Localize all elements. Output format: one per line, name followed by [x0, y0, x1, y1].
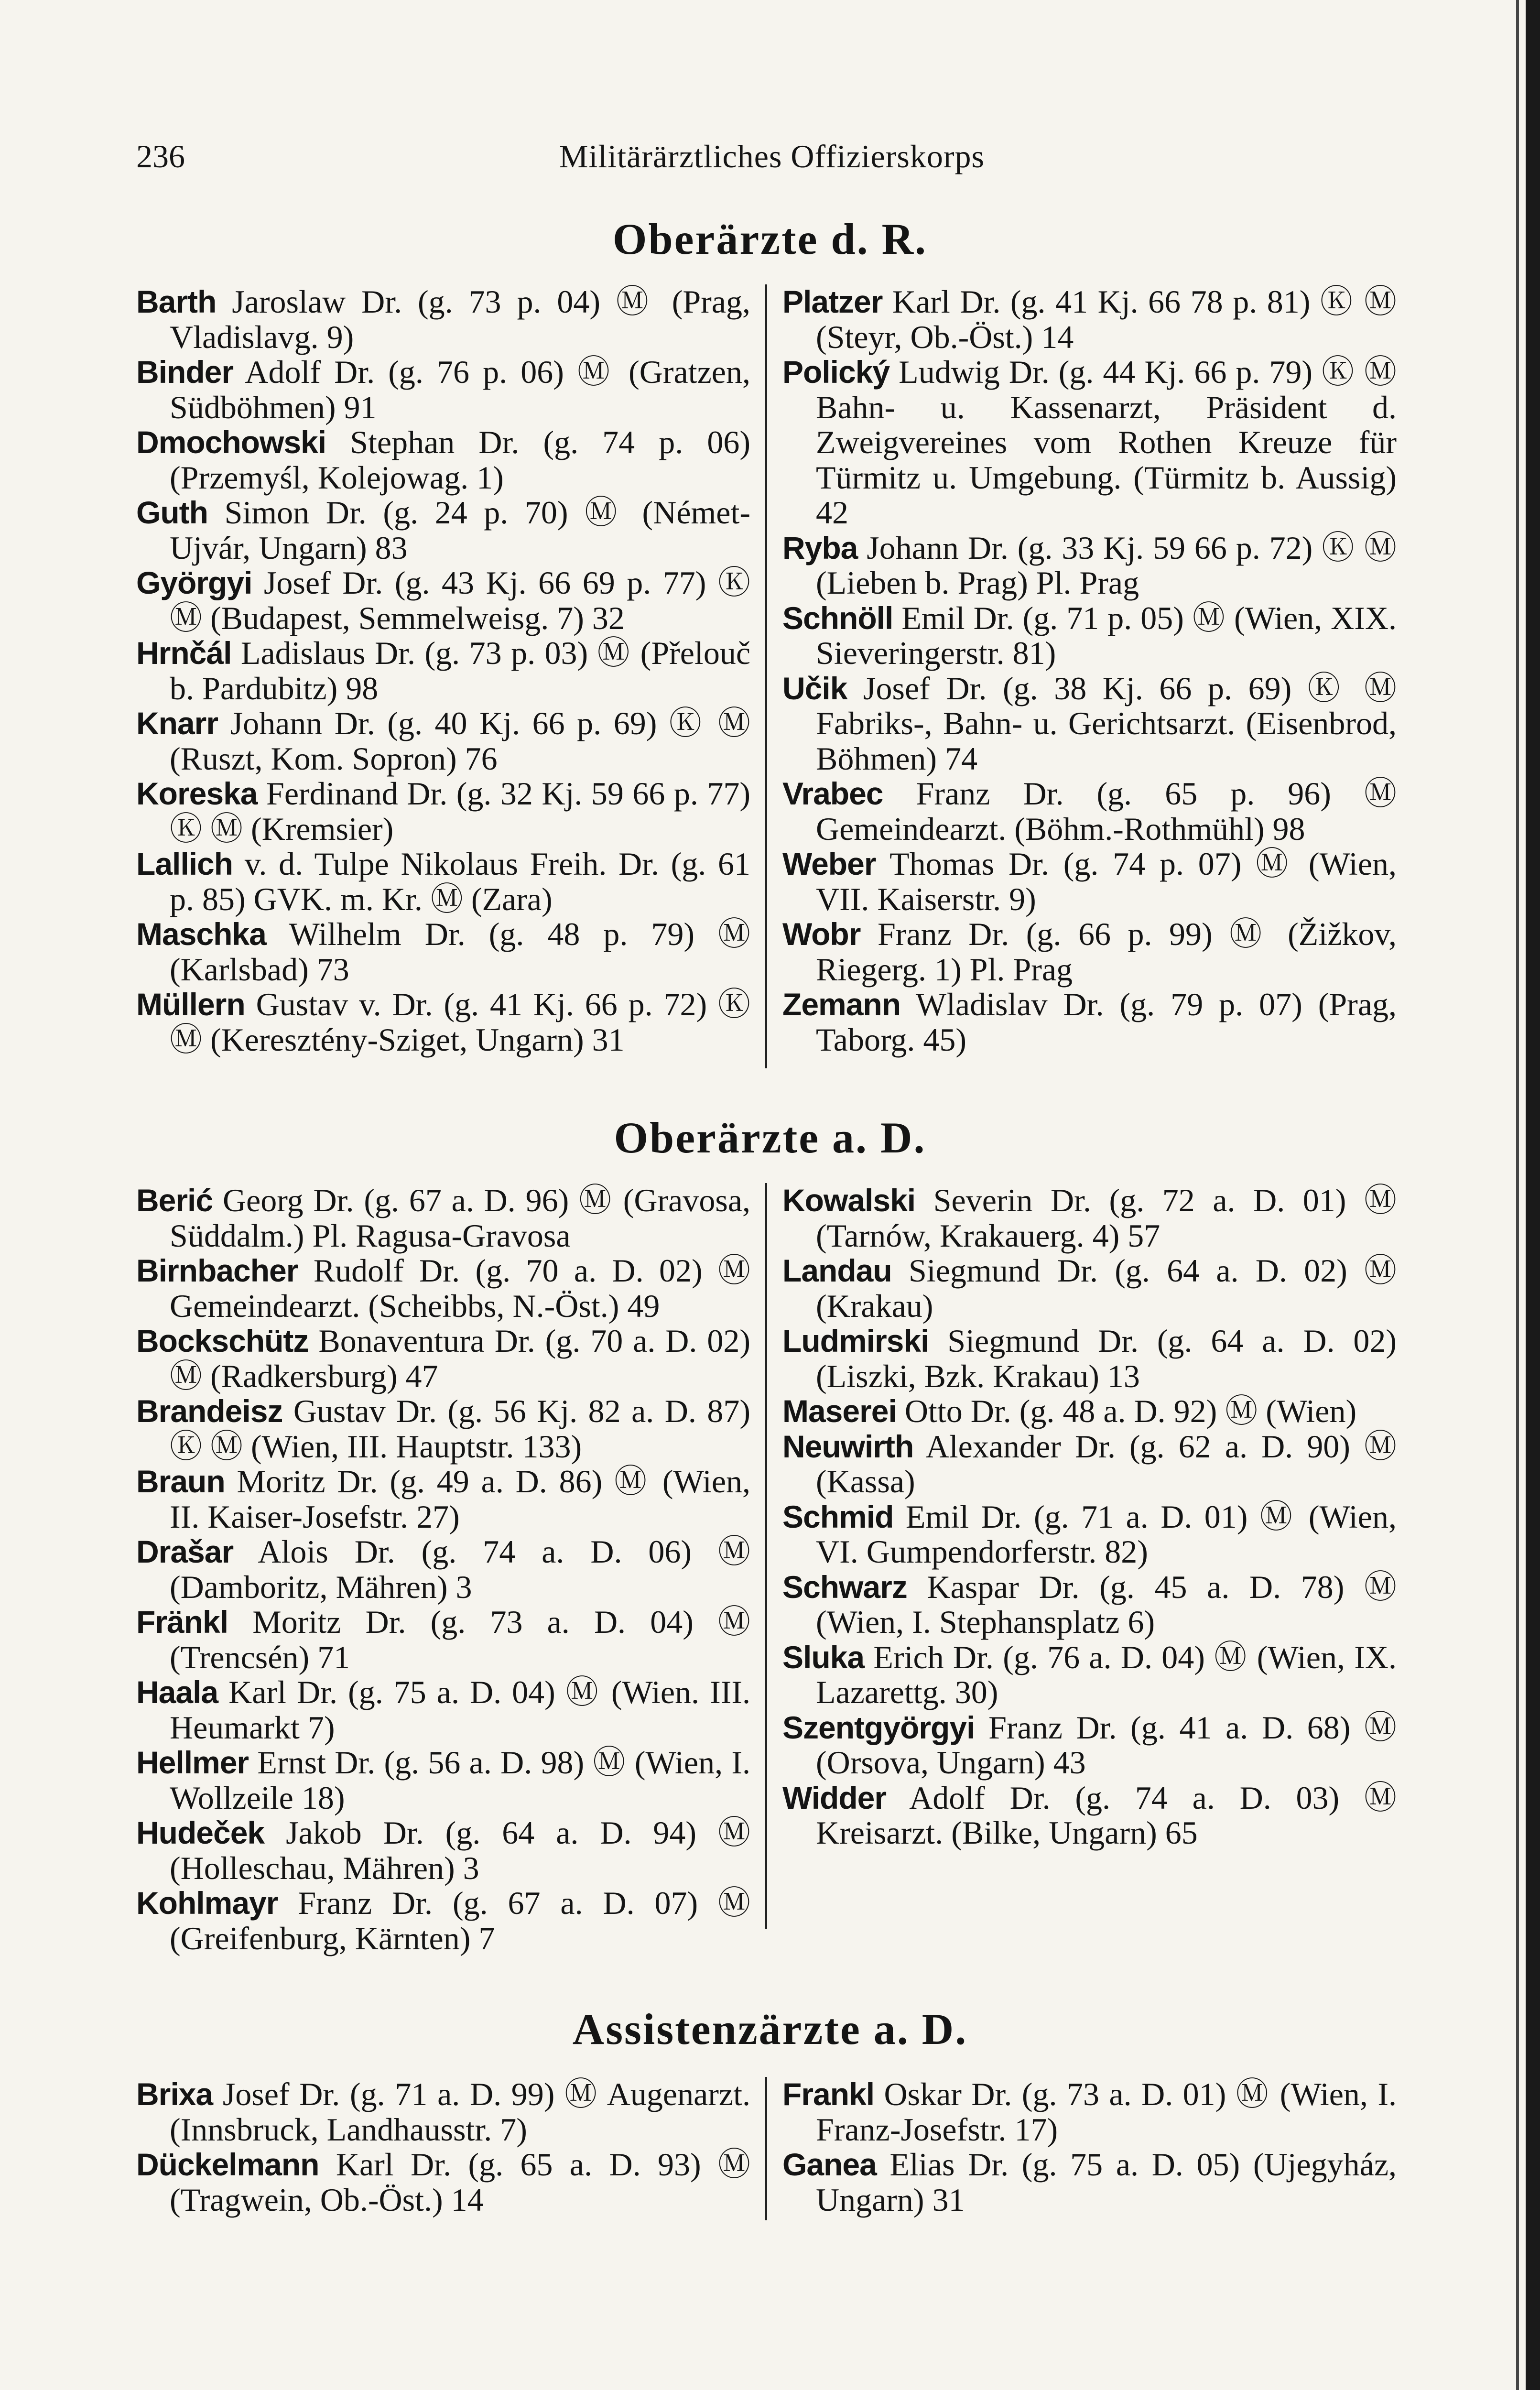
section-heading: Oberärzte a. D. [614, 1113, 926, 1162]
entry-surname: Hudeček [136, 1815, 265, 1850]
roster-entry [136, 917, 750, 987]
left-column [136, 284, 750, 1057]
left-column [136, 1183, 750, 1956]
entry-details: Jakob Dr. (g. 64 a. D. 94) Ⓜ (Holleschau, Mähren) 3 [170, 1814, 751, 1886]
entry-details: Kaspar Dr. (g. 45 a. D. 78) Ⓜ (Wien, I. Stephansplatz 6) [816, 1568, 1397, 1640]
entry-details: Severin Dr. (g. 72 a. D. 01) Ⓜ (Tarnów, Krakauerg. 4) 57 [816, 1182, 1397, 1254]
roster-entry [782, 917, 1397, 987]
entry-surname: Berić [136, 1183, 213, 1218]
entry-surname: Brixa [136, 2076, 213, 2112]
entry-surname: Haala [136, 1674, 218, 1710]
entry-surname: Brandeisz [136, 1393, 283, 1429]
roster-entry [782, 1429, 1397, 1499]
running-title: Militärärztliches Offizierskorps [559, 138, 985, 174]
entry-surname: Frankl [782, 2076, 875, 2112]
entry-surname: Ludmirski [782, 1323, 929, 1358]
entry-details: Bonaventura Dr. (g. 70 a. D. 02) Ⓜ (Radkersburg) 47 [170, 1323, 750, 1394]
entry-surname: Schwarz [782, 1569, 907, 1605]
entry-details: Moritz Dr. (g. 49 a. D. 86) Ⓜ (Wien, II. Kaiser-Josefstr. 27) [170, 1463, 750, 1535]
roster-entry [136, 987, 750, 1057]
entry-details: Emil Dr. (g. 71 a. D. 01) Ⓜ (Wien, VI. Gumpendorferstr. 82) [816, 1498, 1397, 1570]
entry-details: Karl Dr. (g. 65 a. D. 93) Ⓜ (Tragwein, Ob.-Öst.) 14 [170, 2146, 750, 2218]
roster-entry [136, 495, 750, 565]
right-column [782, 2077, 1397, 2217]
roster-entry [782, 2077, 1397, 2147]
entry-details: v. d. Tulpe Nikolaus Freih. Dr. (g. 61 p. 85) GVK. m. Kr. Ⓜ (Zara) [170, 846, 751, 917]
entry-details: Franz Dr. (g. 67 a. D. 07) Ⓜ (Greifenburg, Kärnten) 7 [170, 1885, 751, 1956]
entry-details: Franz Dr. (g. 65 p. 96) Ⓜ Gemeindearzt. (Böhm.-Rothmühl) 98 [816, 775, 1397, 847]
entry-details: Simon Dr. (g. 24 p. 70) Ⓜ (Német-Ujvár, Ungarn) 83 [170, 494, 750, 566]
section-heading: Assistenzärzte a. D. [572, 2005, 968, 2053]
entry-surname: Dmochowski [136, 424, 326, 460]
entry-details: Josef Dr. (g. 43 Kj. 66 69 p. 77) Ⓚ Ⓜ (Budapest, Semmelweisg. 7) 32 [170, 565, 751, 636]
entry-details: Elias Dr. (g. 75 a. D. 05) (Ujegyház, Ungarn) 31 [816, 2146, 1397, 2218]
entry-details: Erich Dr. (g. 76 a. D. 04) Ⓜ (Wien, IX. Lazarettg. 30) [816, 1639, 1397, 1710]
roster-entry [136, 284, 750, 355]
entry-surname: Kohlmayr [136, 1885, 278, 1921]
roster-entry [136, 1534, 750, 1605]
roster-entry [782, 601, 1397, 671]
entry-surname: Wobr [782, 916, 861, 952]
entry-surname: Fränkl [136, 1604, 228, 1640]
roster-entry [782, 671, 1397, 777]
entry-surname: Dückelmann [136, 2147, 319, 2182]
entry-surname: Lallich [136, 846, 233, 881]
roster-entry [782, 1499, 1397, 1570]
entry-details: Otto Dr. (g. 48 a. D. 92) Ⓜ (Wien) [904, 1393, 1357, 1429]
entry-details: Ladislaus Dr. (g. 73 p. 03) Ⓜ (Přelouč b. Pardubitz) 98 [170, 635, 751, 706]
entry-surname: Maserei [782, 1393, 897, 1429]
column-divider [765, 2077, 767, 2220]
roster-entry [136, 706, 750, 776]
roster-entry [782, 1640, 1397, 1710]
entry-surname: Kowalski [782, 1183, 916, 1218]
entry-details: Siegmund Dr. (g. 64 a. D. 02) (Liszki, Bzk. Krakau) 13 [816, 1323, 1397, 1394]
entry-surname: Szentgyörgyi [782, 1709, 975, 1745]
section-assistenzaerzte-a-d [0, 2000, 1540, 2058]
entry-surname: Polický [782, 354, 890, 390]
section-heading: Oberärzte d. R. [612, 215, 928, 263]
roster-entry [782, 1324, 1397, 1394]
roster-entry [136, 1394, 750, 1464]
roster-entry [782, 1570, 1397, 1640]
right-column [782, 284, 1397, 1057]
entry-details: Gustav v. Dr. (g. 41 Kj. 66 p. 72) Ⓚ Ⓜ (Keresztény-Sziget, Ungarn) 31 [170, 986, 750, 1058]
entry-surname: Schnöll [782, 600, 893, 636]
roster-entry [782, 2147, 1397, 2217]
entry-details: Wladislav Dr. (g. 79 p. 07) (Prag, Taborg. 45) [816, 986, 1397, 1058]
section-1-columns [136, 284, 1408, 1068]
entry-details: Adolf Dr. (g. 74 a. D. 03) Ⓜ Kreisarzt. (Bilke, Ungarn) 65 [816, 1779, 1397, 1851]
left-column [136, 2077, 750, 2217]
entry-details: Rudolf Dr. (g. 70 a. D. 02) Ⓜ Gemeindearzt. (Scheibbs, N.-Öst.) 49 [170, 1252, 750, 1324]
roster-entry [136, 1675, 750, 1745]
entry-details: Johann Dr. (g. 40 Kj. 66 p. 69) Ⓚ Ⓜ (Ruszt, Kom. Sopron) 76 [170, 705, 750, 777]
entry-surname: Učik [782, 670, 847, 706]
entry-surname: Sluka [782, 1639, 865, 1675]
roster-entry [136, 1253, 750, 1324]
entry-details: Jaroslaw Dr. (g. 73 p. 04) Ⓜ (Prag, Vladislavg. 9) [170, 283, 750, 355]
entry-details: Adolf Dr. (g. 76 p. 06) Ⓜ (Gratzen, Südböhmen) 91 [170, 354, 750, 425]
roster-entry [136, 1815, 750, 1886]
entry-surname: Koreska [136, 776, 258, 811]
roster-entry [136, 1183, 750, 1253]
entry-surname: Landau [782, 1253, 892, 1288]
entry-surname: Györgyi [136, 565, 252, 600]
entry-details: Karl Dr. (g. 75 a. D. 04) Ⓜ (Wien. III. Heumarkt 7) [170, 1674, 751, 1746]
entry-details: Josef Dr. (g. 38 Kj. 66 p. 69) Ⓚ Ⓜ Fabriks-, Bahn- u. Gerichtsarzt. (Eisenbrod, Böhmen) 74 [816, 670, 1397, 777]
entry-details: Josef Dr. (g. 71 a. D. 99) Ⓜ Augenarzt. (Innsbruck, Landhausstr. 7) [170, 2076, 750, 2148]
running-header [136, 135, 1408, 178]
entry-surname: Vrabec [782, 776, 883, 811]
section-2-columns [136, 1182, 1408, 1956]
entry-surname: Hrnčál [136, 635, 232, 671]
roster-entry [782, 1183, 1397, 1253]
roster-entry [782, 355, 1397, 531]
entry-details: Thomas Dr. (g. 74 p. 07) Ⓜ (Wien, VII. Kaiserstr. 9) [816, 846, 1397, 917]
entry-surname: Schmid [782, 1499, 894, 1534]
entry-details: Oskar Dr. (g. 73 a. D. 01) Ⓜ (Wien, I. Franz-Josefstr. 17) [816, 2076, 1397, 2148]
entry-details: Franz Dr. (g. 66 p. 99) Ⓜ (Žižkov, Riegerg. 1) Pl. Prag [816, 916, 1397, 988]
roster-entry [136, 1605, 750, 1675]
entry-details: Siegmund Dr. (g. 64 a. D. 02) Ⓜ (Krakau) [816, 1252, 1397, 1324]
roster-entry [136, 355, 750, 425]
entry-details: Franz Dr. (g. 41 a. D. 68) Ⓜ (Orsova, Ungarn) 43 [816, 1709, 1397, 1781]
entry-surname: Bockschütz [136, 1323, 309, 1358]
roster-entry [136, 2147, 750, 2217]
roster-entry [782, 1781, 1397, 1851]
entry-details: Emil Dr. (g. 71 p. 05) Ⓜ (Wien, XIX. Sieveringerstr. 81) [816, 599, 1397, 671]
roster-entry [136, 425, 750, 495]
section-oberaerzte-a-d [0, 1109, 1540, 1166]
entry-surname: Birnbacher [136, 1253, 298, 1288]
roster-entry [136, 1745, 750, 1815]
entry-details: Moritz Dr. (g. 73 a. D. 04) Ⓜ (Trencsén) 71 [170, 1604, 751, 1675]
entry-details: Stephan Dr. (g. 74 p. 06) (Przemyśl, Kolejowag. 1) [170, 424, 750, 496]
entry-details: Johann Dr. (g. 33 Kj. 59 66 p. 72) Ⓚ Ⓜ (Lieben b. Prag) Pl. Prag [816, 529, 1397, 601]
entry-surname: Barth [136, 284, 217, 319]
entry-surname: Müllern [136, 987, 245, 1022]
section-3-columns [136, 2077, 1408, 2220]
entry-surname: Knarr [136, 706, 218, 741]
entry-details: Alexander Dr. (g. 62 a. D. 90) Ⓜ (Kassa) [816, 1428, 1397, 1499]
roster-entry [782, 1253, 1397, 1324]
roster-entry [136, 2077, 750, 2147]
roster-entry [782, 531, 1397, 601]
entry-surname: Braun [136, 1464, 225, 1499]
entry-details: Georg Dr. (g. 67 a. D. 96) Ⓜ (Gravosa, Süddalm.) Pl. Ragusa-Gravosa [170, 1182, 750, 1254]
roster-entry [782, 1394, 1397, 1429]
roster-entry [782, 987, 1397, 1057]
page-number: 236 [136, 138, 185, 174]
entry-surname: Ganea [782, 2147, 877, 2182]
entry-surname: Maschka [136, 916, 266, 952]
roster-entry [136, 776, 750, 847]
column-divider [765, 1183, 767, 1929]
entry-surname: Widder [782, 1780, 887, 1815]
entry-details: Gustav Dr. (g. 56 Kj. 82 a. D. 87) Ⓚ Ⓜ (Wien, III. Hauptstr. 133) [170, 1393, 750, 1465]
entry-surname: Ryba [782, 530, 858, 565]
roster-entry [782, 284, 1397, 355]
entry-details: Ludwig Dr. (g. 44 Kj. 66 p. 79) Ⓚ Ⓜ Bahn- u. Kassenarzt, Präsident d. Zweigvereines vom Rothen Kreuze für Türmitz u. Umgebung. (Türmitz b. Aussig) 42 [816, 354, 1397, 531]
entry-surname: Hellmer [136, 1745, 249, 1780]
entry-surname: Neuwirth [782, 1428, 914, 1464]
entry-surname: Zemann [782, 987, 901, 1022]
roster-entry [136, 1464, 750, 1534]
entry-details: Wilhelm Dr. (g. 48 p. 79) Ⓜ (Karlsbad) 73 [170, 916, 750, 988]
entry-surname: Binder [136, 354, 234, 390]
column-divider [765, 284, 767, 1068]
roster-entry [782, 1710, 1397, 1781]
roster-entry [136, 636, 750, 706]
entry-details: Ferdinand Dr. (g. 32 Kj. 59 66 p. 77) Ⓚ Ⓜ (Kremsier) [170, 775, 750, 847]
section-oberaerzte-d-r [0, 210, 1540, 268]
entry-surname: Weber [782, 846, 876, 881]
entry-surname: Drašar [136, 1534, 234, 1569]
roster-entry [782, 847, 1397, 917]
entry-surname: Platzer [782, 284, 883, 319]
right-column [782, 1183, 1397, 1851]
entry-details: Alois Dr. (g. 74 a. D. 06) Ⓜ (Damboritz, Mähren) 3 [170, 1533, 751, 1605]
roster-entry [136, 847, 750, 917]
entry-surname: Guth [136, 495, 208, 530]
roster-entry [136, 1324, 750, 1394]
roster-entry [136, 1886, 750, 1956]
entry-details: Karl Dr. (g. 41 Kj. 66 78 p. 81) Ⓚ Ⓜ (Steyr, Ob.-Öst.) 14 [816, 283, 1397, 355]
roster-entry [136, 565, 750, 636]
roster-entry [782, 776, 1397, 847]
entry-details: Ernst Dr. (g. 56 a. D. 98) Ⓜ (Wien, I. Wollzeile 18) [170, 1744, 750, 1816]
